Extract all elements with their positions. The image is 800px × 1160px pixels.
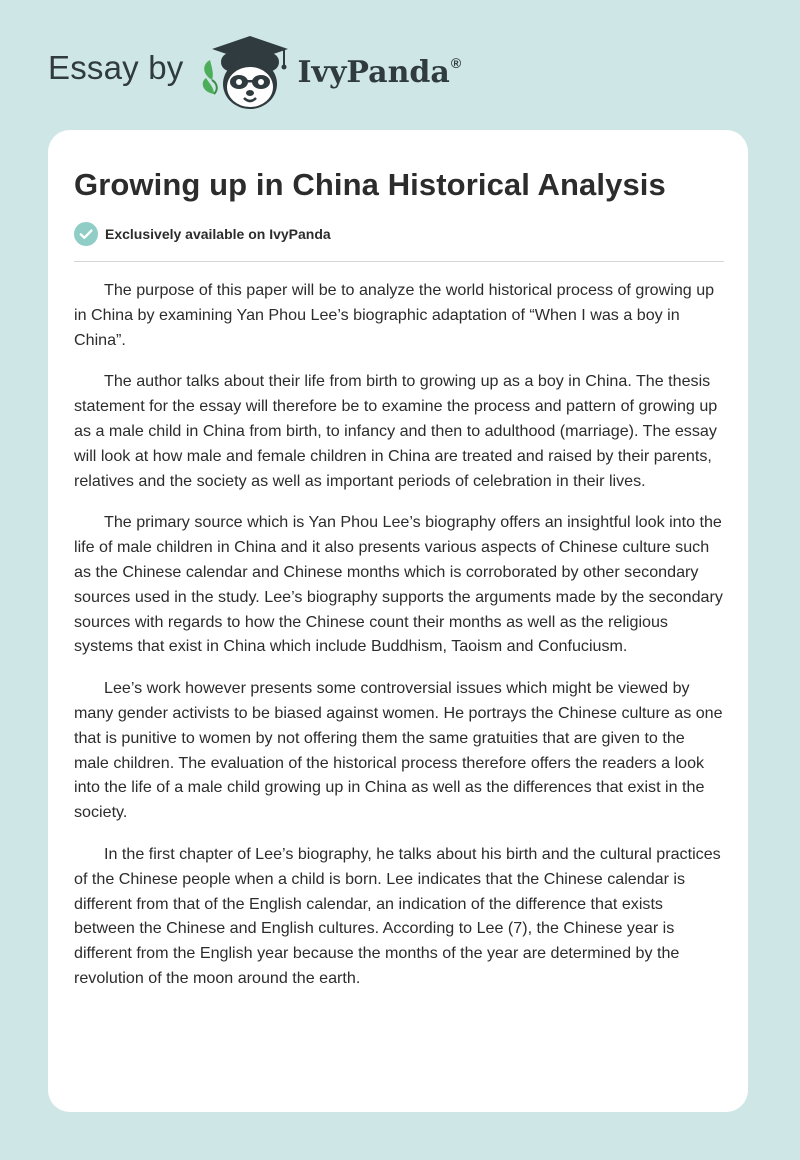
page-title: Growing up in China Historical Analysis bbox=[74, 167, 666, 202]
brand-prefix: Essay by bbox=[48, 49, 184, 86]
check-circle-icon bbox=[74, 222, 98, 246]
essay-card bbox=[48, 130, 748, 1112]
site-brand[interactable] bbox=[48, 34, 461, 114]
essay-paragraph: The author talks about their life from birth to growing up as a boy in China. The thesis statement for the essay will therefore be to examine the process and pattern of growing up as a male child in China from birth, to infancy and then to adulthood (marriage). The essay will look at how male and female children in China are treated and raised by their parents, relatives and the society as well as important periods of celebration in their lives. bbox=[74, 372, 718, 490]
exclusive-badge bbox=[74, 222, 331, 246]
essay-paragraph: In the first chapter of Lee’s biography, he talks about his birth and the cultural practices of the Chinese people when a child is born. Lee indicates that the Chinese calendar is different from that of the English calendar, an indication of the difference that exists between the Chinese and English cultures. According to Lee (7), the Chinese year is different from the English year because the months of the year are determined by the revolution of the moon around the earth. bbox=[74, 844, 721, 987]
essay-paragraph: The purpose of this paper will be to analyze the world historical process of growing up in China by examining Yan Phou Lee’s biographic adaptation of “When I was a boy in China”. bbox=[74, 281, 715, 349]
essay-body bbox=[74, 278, 724, 1008]
registered-mark: ® bbox=[450, 54, 462, 71]
brand-name-text: IvyPanda bbox=[297, 54, 450, 90]
panda-graduate-logo-icon bbox=[198, 34, 292, 114]
exclusive-badge-label: Exclusively available on IvyPanda bbox=[105, 226, 331, 242]
essay-paragraph: Lee’s work however presents some controversial issues which might be viewed by many gender activists to be biased against women. He portrays the Chinese culture as one that is punitive to women by not offering them the same gratuities that are given to the male children. The evaluation of the historical process therefore offers the readers a look into the life of a male child growing up in China as well as the differences that exist in the society. bbox=[74, 679, 723, 822]
title-divider bbox=[74, 261, 724, 262]
brand-name bbox=[298, 55, 462, 90]
essay-paragraph: The primary source which is Yan Phou Lee’s biography offers an insightful look into the life of male children in China and it also presents various aspects of Chinese culture such as the Chinese calendar and Chinese months which is corroborated by other secondary sources used in the study. Lee’s biography supports the arguments made by the secondary sources with regards to how the Chinese count their months as well as the religious systems that exist in China which include Buddhism, Taoism and Confuciusm. bbox=[74, 513, 723, 656]
